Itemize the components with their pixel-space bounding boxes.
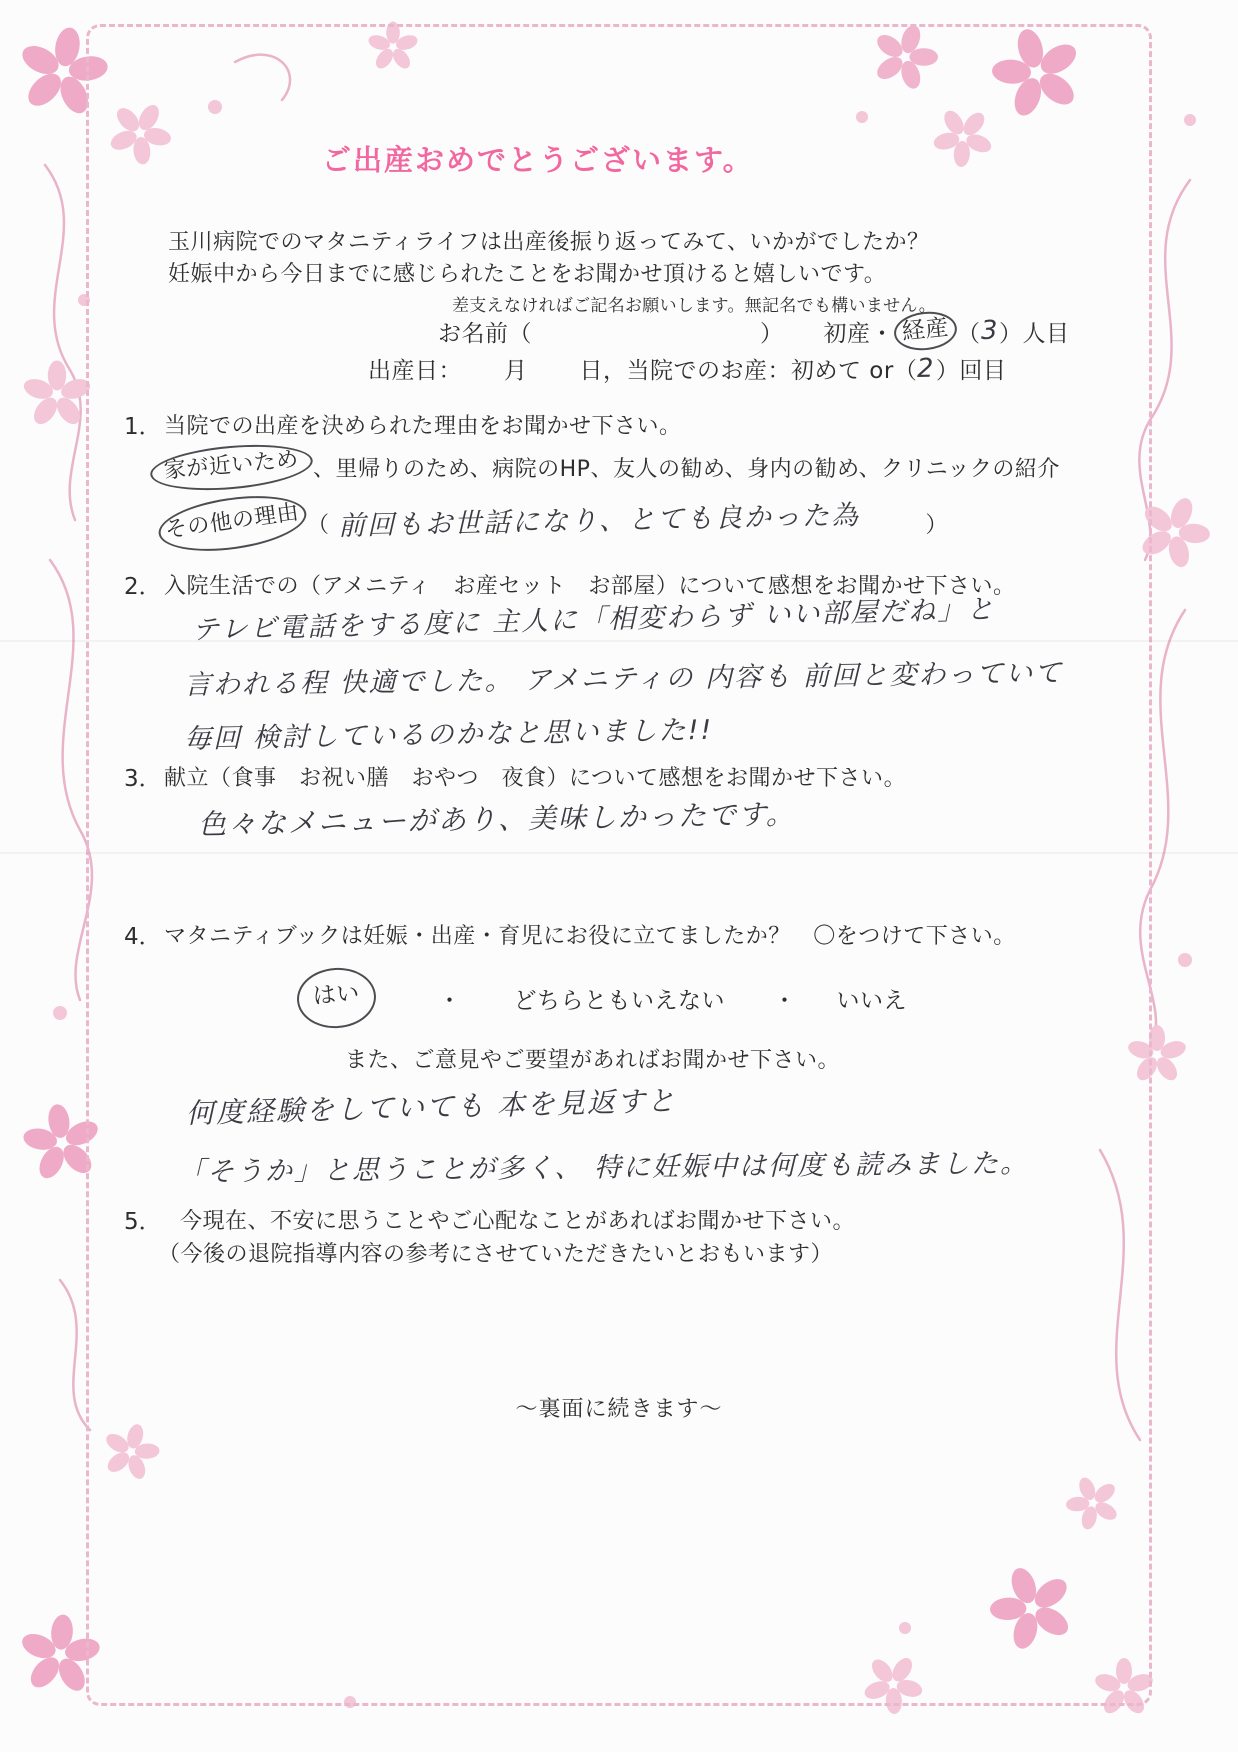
parity-close: ）人目 bbox=[999, 320, 1070, 347]
dot-decoration bbox=[208, 100, 222, 114]
q4-option-no: いいえ bbox=[836, 987, 907, 1014]
continue-on-back-note: ～裏面に続きます～ bbox=[515, 1397, 723, 1422]
birthdate-row bbox=[368, 352, 1006, 385]
flower-icon bbox=[1055, 1464, 1132, 1541]
parity-option-multi: 経産 bbox=[900, 314, 951, 346]
q1-options-row bbox=[162, 446, 1060, 489]
name-label: お名前（ bbox=[438, 320, 532, 347]
flower-icon bbox=[367, 22, 420, 72]
q4-option-yes-circled bbox=[295, 965, 378, 1031]
paper-crease bbox=[0, 640, 1238, 642]
page-title: ご出産おめでとうございます。 bbox=[322, 143, 754, 177]
parity-separator: ・ bbox=[870, 320, 894, 347]
q5-text: 今現在、不安に思うことやご心配なことがあればお聞かせ下さい。 bbox=[180, 1209, 856, 1234]
month-label: 月 bbox=[504, 358, 528, 384]
q1-other-label-circled bbox=[155, 488, 310, 560]
q1-other-label: その他の理由 bbox=[163, 499, 301, 544]
delivery-count-handwritten: 2 bbox=[917, 353, 937, 384]
q3-number: 3． bbox=[124, 766, 162, 792]
delivery-close: ）回目 bbox=[935, 358, 1007, 384]
flower-icon bbox=[921, 94, 1006, 179]
intro-line-2: 妊娠中から今日までに感じられたことをお聞かせ頂けると嬉しいです。 bbox=[168, 262, 887, 287]
flower-icon bbox=[863, 15, 948, 98]
vine-swirl bbox=[235, 55, 290, 100]
parity-option-multi-circled bbox=[892, 309, 959, 354]
q1-option-circled bbox=[148, 439, 314, 496]
flower-icon bbox=[1093, 1658, 1155, 1717]
q1-other-answer-handwritten: 前回もお世話になり、とても良かった為 bbox=[337, 500, 860, 543]
dot-decoration bbox=[344, 1696, 356, 1708]
flower-icon bbox=[980, 17, 1093, 127]
dot-decoration bbox=[78, 294, 90, 306]
q4-option-yes: はい bbox=[311, 980, 361, 1010]
q1-other-row bbox=[158, 498, 948, 549]
q1-options-rest: 、里帰りのため、病院のHP、友人の勧め、身内の勧め、クリニックの紹介 bbox=[313, 457, 1060, 483]
vine-swirl bbox=[1140, 610, 1185, 1045]
dot-decoration bbox=[1178, 953, 1192, 967]
q4-answer-line-1: 何度経験をしていても 本を見返すと bbox=[185, 1084, 678, 1130]
name-row bbox=[438, 312, 1070, 350]
q4-options-row bbox=[297, 968, 907, 1028]
vine-swirl bbox=[1139, 180, 1190, 560]
q2-number: 2． bbox=[124, 574, 162, 600]
q2-answer-line-1: テレビ電話をする度に 主人に「相変わらず いい部屋だね」と bbox=[191, 593, 996, 646]
q4-text: マタニティブックは妊娠・出産・育児にお役に立てましたか？ 〇をつけて下さい。 bbox=[164, 924, 1016, 949]
q4-option-neutral: どちらともいえない bbox=[513, 987, 725, 1014]
flower-icon bbox=[17, 1099, 107, 1186]
flower-icon bbox=[851, 1642, 935, 1725]
q2-answer-line-2: 言われる程 快適でした。 アメニティの 内容も 前回と変わっていて bbox=[183, 657, 1064, 701]
dot-decoration bbox=[899, 1622, 911, 1634]
q5-number: 5． bbox=[124, 1209, 162, 1235]
flower-icon bbox=[95, 1417, 166, 1486]
flower-icon bbox=[1126, 1025, 1188, 1084]
birthdate-label: 出産日： bbox=[368, 358, 462, 384]
parity-option-first: 初産 bbox=[823, 320, 871, 347]
flower-icon bbox=[97, 89, 184, 175]
flower-icon bbox=[977, 1554, 1087, 1661]
dot-decoration bbox=[1184, 114, 1196, 126]
q4-option-dot-1: ・ bbox=[438, 987, 462, 1014]
paper-crease bbox=[0, 852, 1238, 854]
dot-decoration bbox=[53, 1006, 67, 1020]
q3-text: 献立（食事 お祝い膳 おやつ 夜食）について感想をお聞かせ下さい。 bbox=[164, 766, 907, 791]
vine-swirl bbox=[45, 165, 81, 520]
flower-icon bbox=[1126, 485, 1222, 578]
parity-count-handwritten: 3 bbox=[980, 315, 1000, 347]
q3-answer-handwritten: 色々なメニューがあり、美味しかったです。 bbox=[197, 797, 796, 841]
q4-option-dot-2: ・ bbox=[773, 987, 797, 1014]
vine-swirl bbox=[50, 560, 92, 1000]
day-label: 日， bbox=[579, 358, 627, 384]
q2-text: 入院生活での（アメニティ お産セット お部屋）について感想をお聞かせ下さい。 bbox=[164, 574, 1016, 599]
q4-number: 4． bbox=[124, 924, 162, 950]
q4-answer-line-2: 「そうか」と思うことが多く、 特に妊娠中は何度も読みました。 bbox=[177, 1148, 1030, 1188]
q1-other-open-paren: （ bbox=[307, 513, 330, 539]
flower-icon bbox=[10, 20, 117, 123]
flower-icon bbox=[15, 1611, 105, 1698]
q2-answer-line-3: 毎回 検討しているのかなと思いました!! bbox=[183, 714, 714, 755]
parity-open-paren: （ bbox=[957, 320, 981, 347]
q4-followup-text: また、ご意見やご要望があればお聞かせ下さい。 bbox=[345, 1048, 841, 1073]
q1-option-home-near: 家が近いため bbox=[162, 447, 300, 484]
q1-number: 1． bbox=[124, 414, 162, 440]
flower-icon bbox=[21, 361, 92, 429]
delivery-open-paren: （ bbox=[893, 358, 918, 384]
delivery-count-label: 当院でのお産：初めて or bbox=[626, 358, 894, 384]
name-close-paren: ） bbox=[760, 320, 784, 347]
intro-line-1: 玉川病院でのマタニティライフは出産後振り返ってみて、いかがでしたか？ bbox=[168, 230, 930, 255]
q1-text: 当院での出産を決められた理由をお聞かせ下さい。 bbox=[164, 414, 682, 439]
dot-decoration bbox=[856, 111, 868, 123]
anonymity-note: 差支えなければご記名お願いします。無記名でも構いません。 bbox=[452, 296, 937, 316]
q1-other-close-paren: ） bbox=[925, 513, 948, 539]
q5-subtext: （今後の退院指導内容の参考にさせていただきたいとおもいます） bbox=[158, 1242, 834, 1267]
